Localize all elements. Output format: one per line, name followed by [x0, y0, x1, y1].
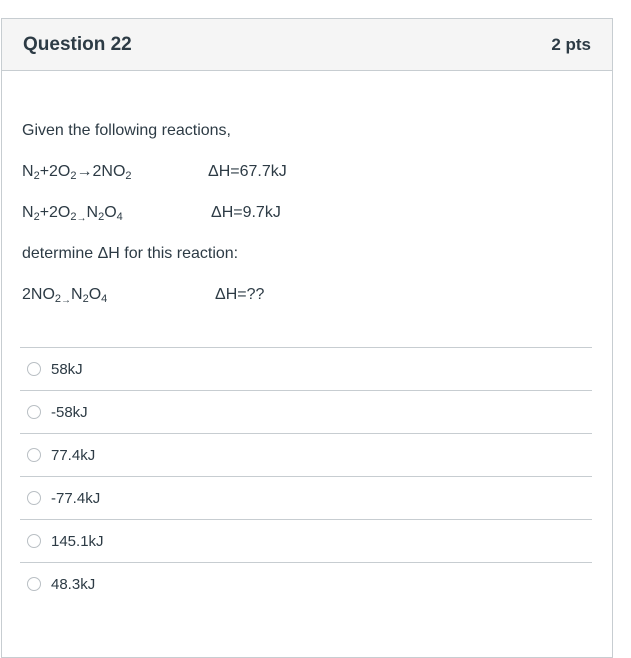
answer-label[interactable]: -77.4kJ [51, 489, 101, 507]
question-prompt: determine ΔH for this reaction: [22, 245, 239, 262]
radio-button[interactable] [27, 577, 41, 591]
answer-option[interactable] [20, 433, 592, 476]
answer-option[interactable] [20, 390, 592, 433]
reaction-1-equation: $N_2+2O_2\to 2NO_2$ [22, 163, 132, 182]
answer-label[interactable]: 58kJ [51, 360, 83, 378]
reaction-2-equation: $N_2+2O_{2\to}N_2O_4$ [22, 204, 123, 224]
radio-button[interactable] [27, 362, 41, 376]
answer-option[interactable] [20, 562, 592, 605]
answer-label[interactable]: -58kJ [51, 403, 88, 421]
answer-option[interactable] [20, 347, 592, 390]
question-title: Question 22 [23, 33, 132, 55]
reaction-2-enthalpy: ΔH=9.7kJ [211, 204, 281, 221]
target-reaction-enthalpy: ΔH=?? [215, 286, 265, 303]
answer-label[interactable]: 145.1kJ [51, 532, 104, 550]
answer-list [20, 329, 592, 605]
question-points: 2 pts [551, 34, 591, 54]
radio-button[interactable] [27, 448, 41, 462]
radio-button[interactable] [27, 405, 41, 419]
answer-option[interactable] [20, 476, 592, 519]
radio-button[interactable] [27, 491, 41, 505]
target-reaction-equation: $2NO_{2\to}N_2O_4$ [22, 286, 108, 306]
reaction-1-enthalpy: ΔH=67.7kJ [208, 163, 287, 180]
radio-button[interactable] [27, 534, 41, 548]
answer-option[interactable] [20, 519, 592, 562]
question-header [2, 19, 612, 71]
answer-label[interactable]: 77.4kJ [51, 446, 96, 464]
question-intro: Given the following reactions, [22, 122, 231, 139]
answer-label[interactable]: 48.3kJ [51, 575, 96, 593]
